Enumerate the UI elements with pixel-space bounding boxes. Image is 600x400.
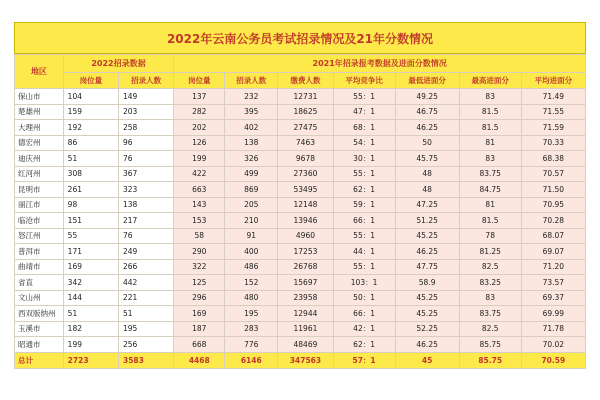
cell-max-score-2021: 81 (459, 135, 521, 151)
cell-avg-score-2021: 70.59 (521, 352, 585, 368)
cell-posts-2021: 199 (174, 151, 225, 167)
cell-hires-2022: 323 (118, 182, 173, 198)
table-row (15, 135, 586, 151)
table-row (15, 104, 586, 120)
cell-paid-2021: 347563 (278, 352, 333, 368)
cell-hires-2021: 232 (225, 89, 278, 105)
cell-max-score-2021: 83.25 (459, 275, 521, 291)
cell-hires-2022: 256 (118, 337, 173, 353)
cell-max-score-2021: 78 (459, 228, 521, 244)
cell-region: 文山州 (15, 290, 64, 306)
cell-max-score-2021: 81 (459, 197, 521, 213)
cell-avg-score-2021: 73.57 (521, 275, 585, 291)
cell-avg-score-2021: 68.38 (521, 151, 585, 167)
cell-region: 大理州 (15, 120, 64, 136)
cell-ratio-2021: 103：1 (333, 275, 395, 291)
cell-hires-2022: 3583 (118, 352, 173, 368)
cell-ratio-2021: 55：1 (333, 166, 395, 182)
cell-min-score-2021: 48 (395, 166, 459, 182)
cell-avg-score-2021: 70.95 (521, 197, 585, 213)
cell-hires-2021: 195 (225, 306, 278, 322)
cell-ratio-2021: 62：1 (333, 182, 395, 198)
header-region: 地区 (15, 55, 64, 89)
cell-region: 怒江州 (15, 228, 64, 244)
cell-posts-2021: 169 (174, 306, 225, 322)
cell-posts-2021: 187 (174, 321, 225, 337)
cell-hires-2021: 776 (225, 337, 278, 353)
table-row (15, 151, 586, 167)
cell-ratio-2021: 55：1 (333, 259, 395, 275)
cell-avg-score-2021: 71.55 (521, 104, 585, 120)
table-body (15, 89, 586, 369)
cell-region: 西双版纳州 (15, 306, 64, 322)
cell-hires-2021: 395 (225, 104, 278, 120)
cell-hires-2021: 400 (225, 244, 278, 260)
table-row (15, 120, 586, 136)
cell-paid-2021: 12148 (278, 197, 333, 213)
cell-max-score-2021: 81.25 (459, 244, 521, 260)
cell-posts-2021: 4468 (174, 352, 225, 368)
cell-region: 临沧市 (15, 213, 64, 229)
cell-paid-2021: 7463 (278, 135, 333, 151)
table-row (15, 259, 586, 275)
cell-posts-2021: 422 (174, 166, 225, 182)
cell-max-score-2021: 83 (459, 89, 521, 105)
cell-posts-2022: 51 (63, 306, 118, 322)
cell-posts-2021: 663 (174, 182, 225, 198)
cell-region: 曲靖市 (15, 259, 64, 275)
header-2021-paid: 缴费人数 (278, 73, 333, 89)
cell-posts-2022: 159 (63, 104, 118, 120)
cell-min-score-2021: 45 (395, 352, 459, 368)
cell-hires-2022: 51 (118, 306, 173, 322)
cell-min-score-2021: 50 (395, 135, 459, 151)
cell-posts-2021: 202 (174, 120, 225, 136)
cell-min-score-2021: 45.75 (395, 151, 459, 167)
cell-max-score-2021: 81.5 (459, 104, 521, 120)
cell-region: 总计 (15, 352, 64, 368)
cell-hires-2022: 96 (118, 135, 173, 151)
cell-avg-score-2021: 69.37 (521, 290, 585, 306)
cell-hires-2021: 91 (225, 228, 278, 244)
cell-hires-2021: 326 (225, 151, 278, 167)
header-2021-max-score: 最高进面分 (459, 73, 521, 89)
cell-posts-2022: 104 (63, 89, 118, 105)
total-row (15, 352, 586, 368)
sheet-title: 2022年云南公务员考试招录情况及21年分数情况 (14, 22, 586, 54)
cell-min-score-2021: 48 (395, 182, 459, 198)
table-row (15, 275, 586, 291)
cell-posts-2022: 98 (63, 197, 118, 213)
cell-min-score-2021: 45.25 (395, 228, 459, 244)
cell-ratio-2021: 30：1 (333, 151, 395, 167)
cell-paid-2021: 18625 (278, 104, 333, 120)
cell-avg-score-2021: 69.99 (521, 306, 585, 322)
cell-posts-2021: 290 (174, 244, 225, 260)
cell-posts-2022: 192 (63, 120, 118, 136)
table-row (15, 197, 586, 213)
cell-hires-2022: 76 (118, 151, 173, 167)
cell-posts-2022: 261 (63, 182, 118, 198)
cell-posts-2022: 169 (63, 259, 118, 275)
cell-paid-2021: 27475 (278, 120, 333, 136)
cell-hires-2021: 6146 (225, 352, 278, 368)
cell-hires-2022: 149 (118, 89, 173, 105)
cell-max-score-2021: 82.5 (459, 321, 521, 337)
cell-ratio-2021: 68：1 (333, 120, 395, 136)
cell-region: 昭通市 (15, 337, 64, 353)
cell-hires-2022: 249 (118, 244, 173, 260)
cell-posts-2022: 171 (63, 244, 118, 260)
cell-hires-2021: 152 (225, 275, 278, 291)
cell-max-score-2021: 83 (459, 151, 521, 167)
cell-max-score-2021: 83 (459, 290, 521, 306)
cell-hires-2022: 442 (118, 275, 173, 291)
table-row (15, 228, 586, 244)
cell-hires-2022: 258 (118, 120, 173, 136)
cell-paid-2021: 9678 (278, 151, 333, 167)
cell-region: 保山市 (15, 89, 64, 105)
cell-ratio-2021: 47：1 (333, 104, 395, 120)
cell-avg-score-2021: 70.33 (521, 135, 585, 151)
cell-region: 普洱市 (15, 244, 64, 260)
cell-posts-2022: 55 (63, 228, 118, 244)
cell-min-score-2021: 52.25 (395, 321, 459, 337)
cell-posts-2021: 58 (174, 228, 225, 244)
cell-min-score-2021: 46.25 (395, 120, 459, 136)
cell-hires-2021: 480 (225, 290, 278, 306)
cell-posts-2021: 282 (174, 104, 225, 120)
cell-ratio-2021: 59：1 (333, 197, 395, 213)
cell-posts-2022: 51 (63, 151, 118, 167)
cell-max-score-2021: 82.5 (459, 259, 521, 275)
cell-posts-2021: 143 (174, 197, 225, 213)
cell-paid-2021: 17253 (278, 244, 333, 260)
cell-max-score-2021: 81.5 (459, 213, 521, 229)
cell-max-score-2021: 85.75 (459, 337, 521, 353)
cell-hires-2021: 499 (225, 166, 278, 182)
cell-hires-2021: 869 (225, 182, 278, 198)
table-row (15, 321, 586, 337)
table-row (15, 166, 586, 182)
cell-paid-2021: 15697 (278, 275, 333, 291)
cell-paid-2021: 11961 (278, 321, 333, 337)
cell-posts-2022: 144 (63, 290, 118, 306)
cell-ratio-2021: 54：1 (333, 135, 395, 151)
cell-paid-2021: 12731 (278, 89, 333, 105)
cell-posts-2022: 151 (63, 213, 118, 229)
spreadsheet (14, 22, 586, 372)
cell-avg-score-2021: 71.50 (521, 182, 585, 198)
cell-max-score-2021: 83.75 (459, 166, 521, 182)
cell-hires-2022: 217 (118, 213, 173, 229)
cell-min-score-2021: 46.25 (395, 244, 459, 260)
cell-ratio-2021: 42：1 (333, 321, 395, 337)
table-row (15, 306, 586, 322)
cell-posts-2021: 296 (174, 290, 225, 306)
data-table (14, 54, 586, 369)
cell-hires-2021: 283 (225, 321, 278, 337)
cell-posts-2022: 342 (63, 275, 118, 291)
cell-paid-2021: 23958 (278, 290, 333, 306)
cell-region: 丽江市 (15, 197, 64, 213)
header-2021-avg-score: 平均进面分 (521, 73, 585, 89)
cell-ratio-2021: 66：1 (333, 213, 395, 229)
cell-posts-2021: 322 (174, 259, 225, 275)
header-2021-min-score: 最低进面分 (395, 73, 459, 89)
cell-hires-2021: 205 (225, 197, 278, 213)
cell-min-score-2021: 46.75 (395, 104, 459, 120)
cell-paid-2021: 12944 (278, 306, 333, 322)
cell-region: 省直 (15, 275, 64, 291)
table-row (15, 182, 586, 198)
cell-max-score-2021: 81.5 (459, 120, 521, 136)
cell-avg-score-2021: 69.07 (521, 244, 585, 260)
cell-avg-score-2021: 71.20 (521, 259, 585, 275)
cell-avg-score-2021: 71.59 (521, 120, 585, 136)
cell-ratio-2021: 66：1 (333, 306, 395, 322)
cell-min-score-2021: 51.25 (395, 213, 459, 229)
cell-region: 德宏州 (15, 135, 64, 151)
cell-paid-2021: 4960 (278, 228, 333, 244)
cell-min-score-2021: 47.25 (395, 197, 459, 213)
table-row (15, 337, 586, 353)
cell-paid-2021: 26768 (278, 259, 333, 275)
cell-min-score-2021: 58.9 (395, 275, 459, 291)
cell-ratio-2021: 50：1 (333, 290, 395, 306)
cell-avg-score-2021: 71.49 (521, 89, 585, 105)
cell-hires-2022: 221 (118, 290, 173, 306)
cell-posts-2022: 199 (63, 337, 118, 353)
cell-hires-2022: 203 (118, 104, 173, 120)
cell-paid-2021: 27360 (278, 166, 333, 182)
header-2022-hires: 招录人数 (118, 73, 173, 89)
cell-ratio-2021: 62：1 (333, 337, 395, 353)
cell-paid-2021: 53495 (278, 182, 333, 198)
cell-max-score-2021: 83.75 (459, 306, 521, 322)
cell-hires-2022: 195 (118, 321, 173, 337)
cell-paid-2021: 48469 (278, 337, 333, 353)
cell-posts-2021: 153 (174, 213, 225, 229)
header-2021-hires: 招录人数 (225, 73, 278, 89)
header-group-2022: 2022招录数据 (63, 55, 174, 73)
table-row (15, 213, 586, 229)
cell-hires-2021: 210 (225, 213, 278, 229)
cell-posts-2021: 126 (174, 135, 225, 151)
cell-hires-2022: 367 (118, 166, 173, 182)
cell-hires-2021: 486 (225, 259, 278, 275)
table-row (15, 89, 586, 105)
cell-ratio-2021: 55：1 (333, 228, 395, 244)
cell-avg-score-2021: 70.02 (521, 337, 585, 353)
cell-paid-2021: 13946 (278, 213, 333, 229)
cell-avg-score-2021: 70.57 (521, 166, 585, 182)
cell-posts-2021: 137 (174, 89, 225, 105)
cell-hires-2021: 138 (225, 135, 278, 151)
cell-hires-2022: 138 (118, 197, 173, 213)
cell-hires-2022: 76 (118, 228, 173, 244)
cell-min-score-2021: 45.25 (395, 290, 459, 306)
cell-region: 昆明市 (15, 182, 64, 198)
cell-posts-2022: 2723 (63, 352, 118, 368)
cell-avg-score-2021: 71.78 (521, 321, 585, 337)
cell-ratio-2021: 55：1 (333, 89, 395, 105)
cell-avg-score-2021: 68.07 (521, 228, 585, 244)
cell-min-score-2021: 49.25 (395, 89, 459, 105)
cell-region: 迪庆州 (15, 151, 64, 167)
cell-hires-2022: 266 (118, 259, 173, 275)
cell-posts-2021: 668 (174, 337, 225, 353)
header-2022-posts: 岗位量 (63, 73, 118, 89)
cell-region: 红河州 (15, 166, 64, 182)
cell-ratio-2021: 44：1 (333, 244, 395, 260)
table-row (15, 244, 586, 260)
header-2021-ratio: 平均竞争比 (333, 73, 395, 89)
cell-max-score-2021: 84.75 (459, 182, 521, 198)
cell-posts-2022: 308 (63, 166, 118, 182)
header-2021-posts: 岗位量 (174, 73, 225, 89)
cell-ratio-2021: 57：1 (333, 352, 395, 368)
cell-posts-2021: 125 (174, 275, 225, 291)
cell-posts-2022: 86 (63, 135, 118, 151)
cell-min-score-2021: 45.25 (395, 306, 459, 322)
cell-min-score-2021: 46.25 (395, 337, 459, 353)
cell-min-score-2021: 47.75 (395, 259, 459, 275)
table-row (15, 290, 586, 306)
header-group-2021: 2021年招录报考数据及进面分数情况 (174, 55, 586, 73)
cell-region: 楚雄州 (15, 104, 64, 120)
cell-posts-2022: 182 (63, 321, 118, 337)
cell-max-score-2021: 85.75 (459, 352, 521, 368)
cell-hires-2021: 402 (225, 120, 278, 136)
cell-region: 玉溪市 (15, 321, 64, 337)
cell-avg-score-2021: 70.28 (521, 213, 585, 229)
